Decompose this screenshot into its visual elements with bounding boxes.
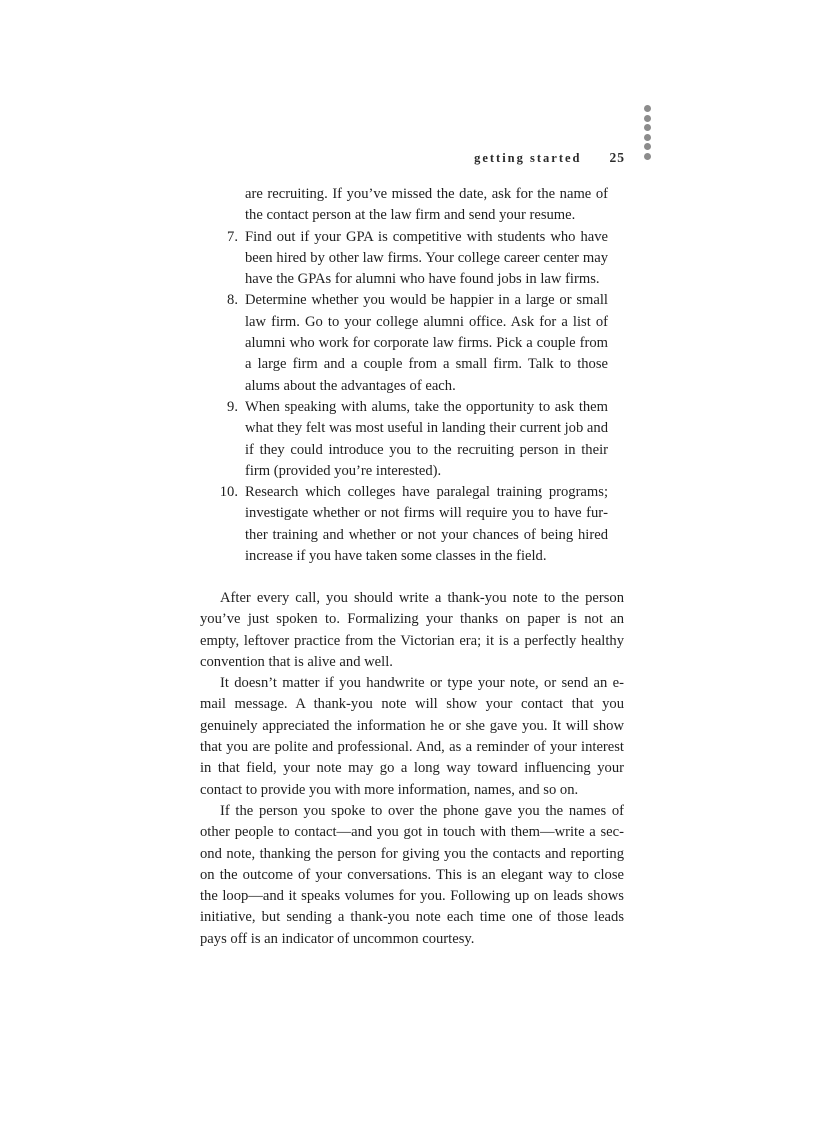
- list-item-number: 7.: [227, 228, 238, 245]
- dot: [644, 124, 651, 131]
- list-item-text: are recruiting. If you’ve missed the date, ask for the name of the contact person at the law firm and send your resume.: [245, 186, 608, 224]
- body-text: [200, 588, 624, 950]
- list-item-number: 10.: [219, 484, 238, 501]
- list-item-text: Find out if your GPA is competitive with students who have been hired by other law firms. Your college career center may have the GPAs for alumni who have found jobs in law firms.: [245, 228, 608, 288]
- dot: [644, 153, 651, 160]
- list-item-text: When speaking with alums, take the opportunity to ask them what they felt was most useful in landing their current job and if they could introduce you to the recruiting person in their firm (provided you’re interested).: [245, 398, 608, 479]
- numbered-list: [214, 184, 608, 567]
- paragraph: If the person you spoke to over the phone gave you the names of other people to contact—and you got in touch with them—write a second note, thanking the person for giving you the contacts and reporting on the outcome of your conversations. This is an elegant way to close the loop—and it speaks volumes for you. Following up on leads shows initiative, but sending a thank-you note each time one of those leads pays off is an indicator of uncommon courtesy.: [200, 802, 624, 947]
- list-item-number: 8.: [227, 292, 238, 309]
- list-item: [214, 184, 608, 227]
- list-item-text: Research which colleges have paralegal training programs; investigate whether or not firms will require you to have further training and whether or not your chances of being hired increase if you have taken some classes in the field.: [245, 484, 608, 565]
- list-item-number: 9.: [227, 398, 238, 415]
- dot: [644, 134, 651, 141]
- list-item: [214, 397, 608, 482]
- paragraph: After every call, you should write a thank-you note to the person you’ve just spoken to. Formalizing your thanks on paper is not an empty, leftover practice from the Victorian era; it is a perfectly healthy convention that is alive and well.: [200, 590, 624, 670]
- list-item: [214, 482, 608, 567]
- list-item-text: Determine whether you would be happier in a large or small law firm. Go to your college alumni office. Ask for a list of alumni who work for corporate law firms. Pick a couple from a large firm and a couple from a small firm. Talk to those alums about the advantages of each.: [245, 292, 608, 394]
- list-item: [214, 227, 608, 291]
- dot: [644, 105, 651, 112]
- page-number: 25: [609, 150, 625, 165]
- dot: [644, 115, 651, 122]
- running-head-title: getting started: [474, 151, 582, 165]
- margin-dots-decoration: [644, 105, 654, 163]
- dot: [644, 143, 651, 150]
- paragraph: It doesn’t matter if you handwrite or type your note, or send an e-mail message. A thank-you note will show your contact that you genuinely appreciated the information he or she gave you. It will show that you are polite and professional. And, as a reminder of your interest in that field, your note may go a long way toward influencing your contact to provide you with more information, names, and so on.: [200, 675, 624, 798]
- running-head: [380, 150, 625, 166]
- list-item: [214, 290, 608, 396]
